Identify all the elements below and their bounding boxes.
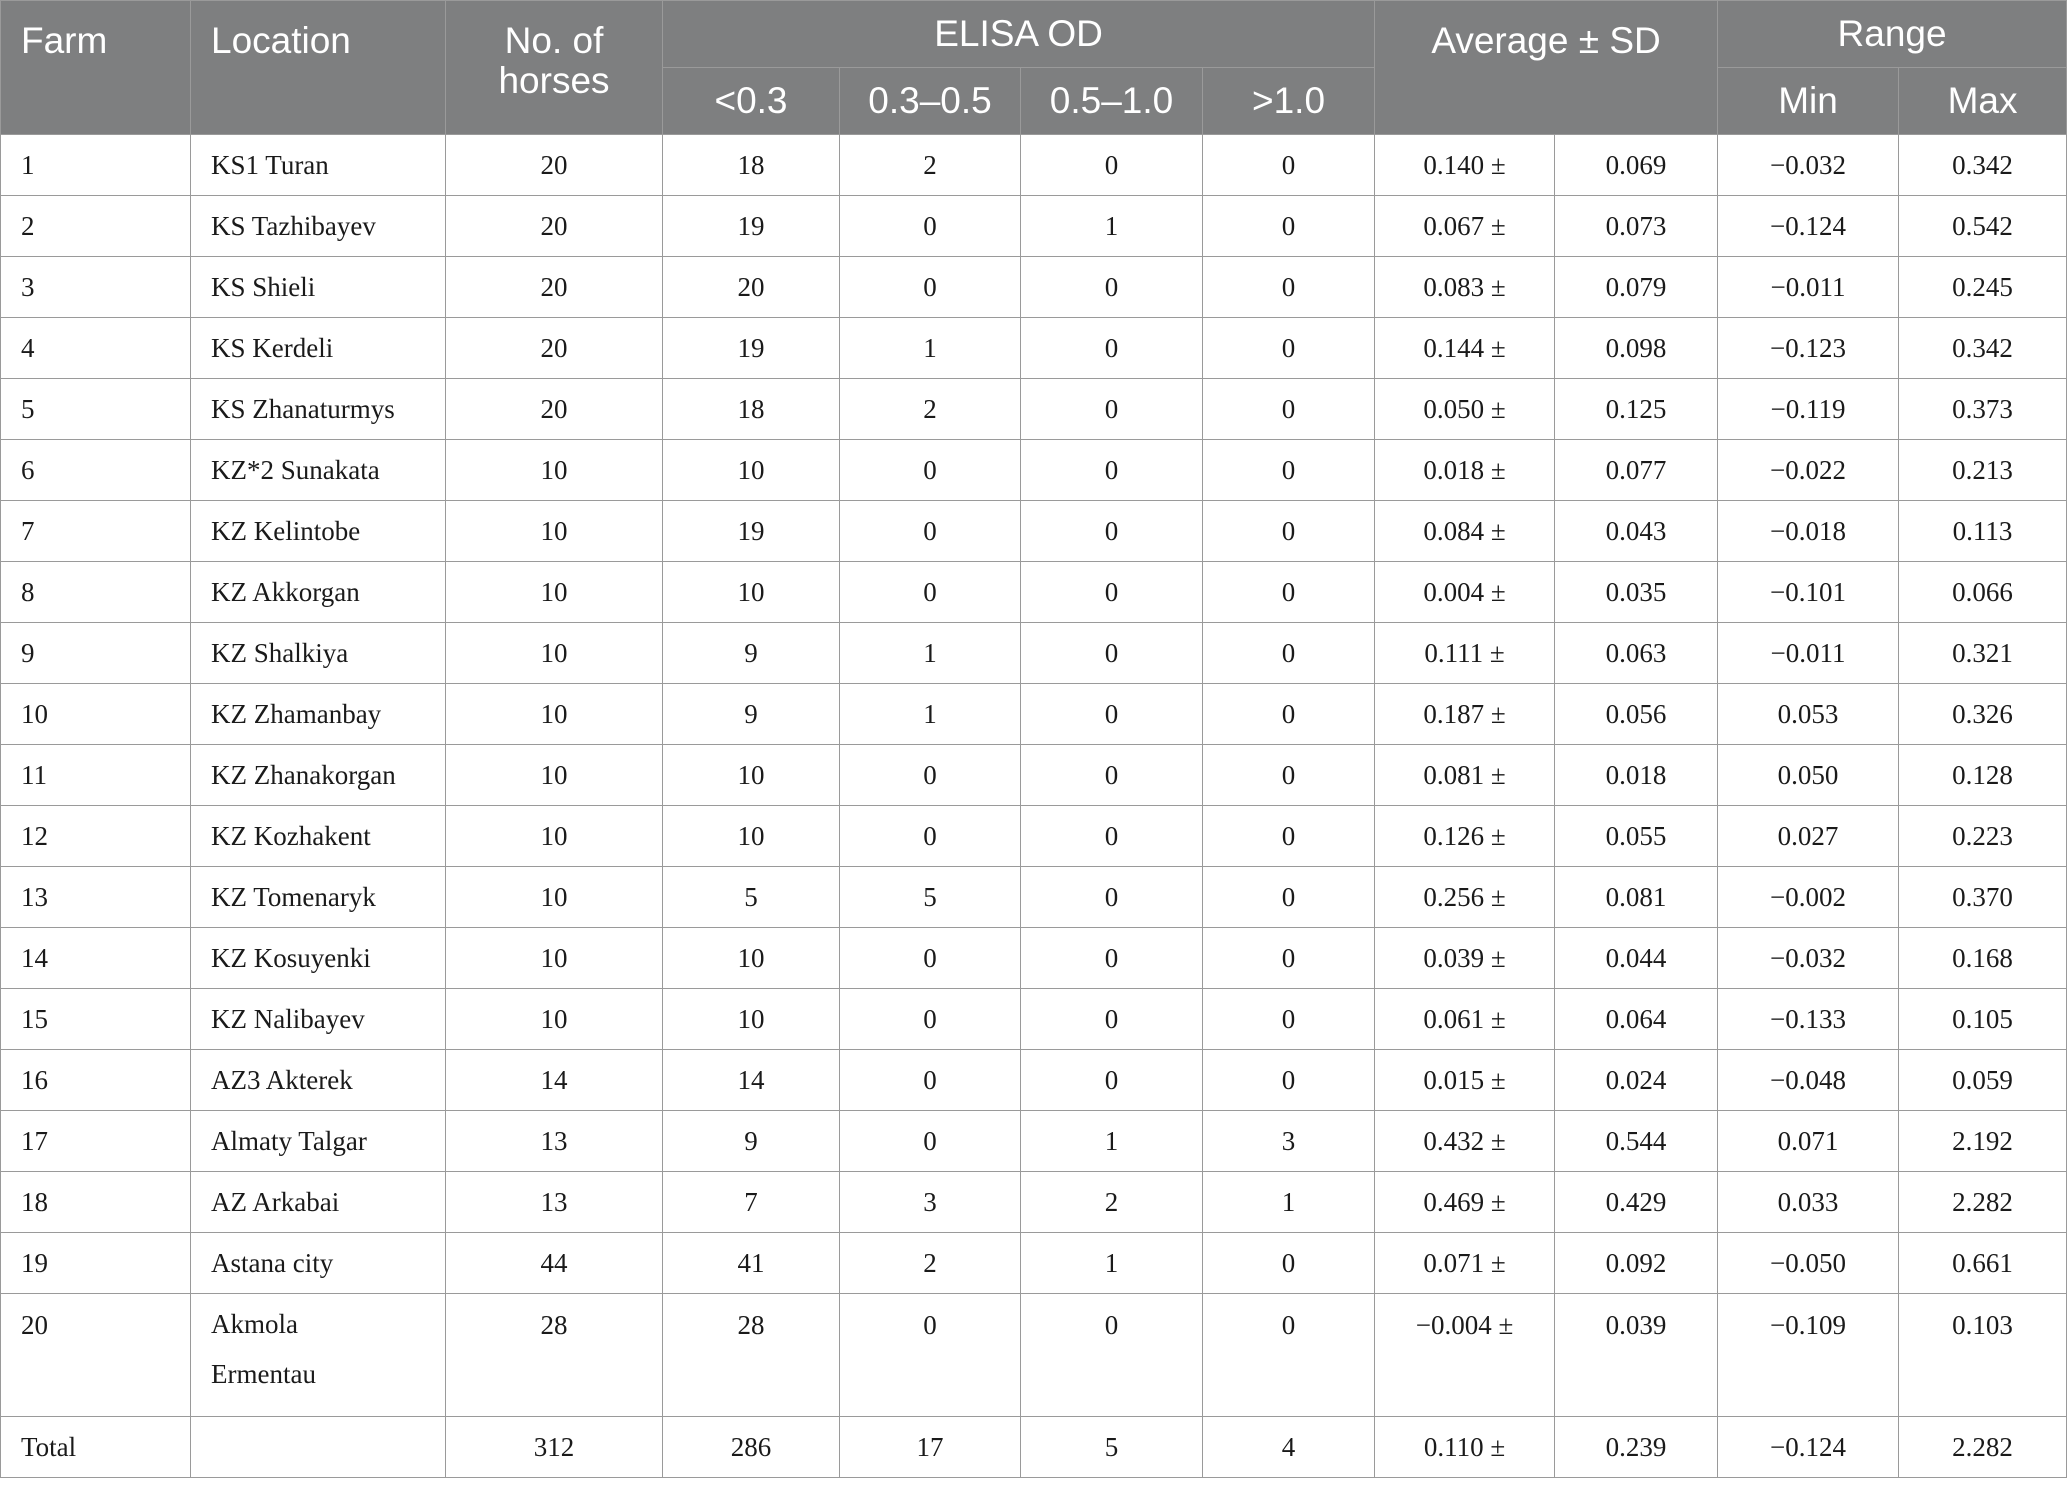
cell-max: 0.661: [1899, 1233, 2067, 1294]
cell-gt10: 0: [1203, 318, 1375, 379]
cell-min: −0.002: [1718, 867, 1899, 928]
header-bin-0-3-0-5: 0.3–0.5: [840, 68, 1021, 135]
cell-min: −0.124: [1718, 196, 1899, 257]
table-row-13: [1, 867, 2067, 928]
cell-sd: 0.063: [1555, 623, 1718, 684]
table-row-8: [1, 562, 2067, 623]
cell-sd: 0.073: [1555, 196, 1718, 257]
cell-location: KZ Akkorgan: [191, 562, 446, 623]
cell-lt03: 18: [663, 379, 840, 440]
cell-farm: 2: [1, 196, 191, 257]
cell-lt03: 9: [663, 623, 840, 684]
cell-min: −0.133: [1718, 989, 1899, 1050]
cell-max: 0.326: [1899, 684, 2067, 745]
cell-0305: 2: [840, 1233, 1021, 1294]
cell-max: 0.223: [1899, 806, 2067, 867]
cell-average: 0.067 ±: [1375, 196, 1555, 257]
cell-farm: 7: [1, 501, 191, 562]
table-row-total: [1, 1417, 2067, 1478]
cell-average: 0.110 ±: [1375, 1417, 1555, 1478]
cell-0510: 0: [1021, 501, 1203, 562]
cell-average: 0.084 ±: [1375, 501, 1555, 562]
header-max: Max: [1899, 68, 2067, 135]
cell-average: 0.071 ±: [1375, 1233, 1555, 1294]
cell-gt10: 0: [1203, 440, 1375, 501]
cell-min: 0.053: [1718, 684, 1899, 745]
cell-max: 2.282: [1899, 1417, 2067, 1478]
cell-farm: 17: [1, 1111, 191, 1172]
cell-sd: 0.039: [1555, 1294, 1718, 1417]
cell-0305: 17: [840, 1417, 1021, 1478]
table-row-17: [1, 1111, 2067, 1172]
table-row-5: [1, 379, 2067, 440]
cell-sd: 0.429: [1555, 1172, 1718, 1233]
cell-0510: 0: [1021, 135, 1203, 196]
cell-location: KZ Shalkiya: [191, 623, 446, 684]
cell-lt03: 9: [663, 1111, 840, 1172]
cell-lt03: 10: [663, 745, 840, 806]
cell-0510: 0: [1021, 1050, 1203, 1111]
cell-0510: 1: [1021, 1233, 1203, 1294]
cell-0510: 0: [1021, 318, 1203, 379]
table-row-6: [1, 440, 2067, 501]
cell-horses: 10: [446, 501, 663, 562]
cell-farm: 8: [1, 562, 191, 623]
cell-max: 0.066: [1899, 562, 2067, 623]
cell-farm: 4: [1, 318, 191, 379]
cell-location: KZ Tomenaryk: [191, 867, 446, 928]
cell-lt03: 18: [663, 135, 840, 196]
cell-0305: 0: [840, 196, 1021, 257]
cell-gt10: 0: [1203, 379, 1375, 440]
cell-farm: 12: [1, 806, 191, 867]
cell-average: 0.140 ±: [1375, 135, 1555, 196]
cell-sd: 0.064: [1555, 989, 1718, 1050]
cell-min: −0.032: [1718, 928, 1899, 989]
cell-lt03: 10: [663, 806, 840, 867]
cell-location: [191, 1417, 446, 1478]
cell-0510: 0: [1021, 623, 1203, 684]
cell-lt03: 7: [663, 1172, 840, 1233]
cell-0510: 0: [1021, 1294, 1203, 1417]
header-range: Range: [1718, 1, 2067, 68]
cell-min: −0.123: [1718, 318, 1899, 379]
cell-location: KZ Kozhakent: [191, 806, 446, 867]
cell-gt10: 1: [1203, 1172, 1375, 1233]
cell-lt03: 5: [663, 867, 840, 928]
table-row-14: [1, 928, 2067, 989]
cell-farm: 6: [1, 440, 191, 501]
cell-location: KZ Kosuyenki: [191, 928, 446, 989]
cell-average: 0.015 ±: [1375, 1050, 1555, 1111]
cell-gt10: 0: [1203, 257, 1375, 318]
cell-average: 0.039 ±: [1375, 928, 1555, 989]
cell-horses: 10: [446, 440, 663, 501]
cell-gt10: 0: [1203, 135, 1375, 196]
cell-lt03: 28: [663, 1294, 840, 1417]
cell-farm: 19: [1, 1233, 191, 1294]
cell-location: KS Shieli: [191, 257, 446, 318]
cell-gt10: 0: [1203, 501, 1375, 562]
cell-gt10: 0: [1203, 623, 1375, 684]
cell-farm: 11: [1, 745, 191, 806]
cell-0305: 0: [840, 928, 1021, 989]
cell-0510: 1: [1021, 196, 1203, 257]
cell-max: 0.542: [1899, 196, 2067, 257]
cell-location: KS Kerdeli: [191, 318, 446, 379]
header-min: Min: [1718, 68, 1899, 135]
cell-sd: 0.239: [1555, 1417, 1718, 1478]
cell-0510: 0: [1021, 562, 1203, 623]
cell-max: 0.128: [1899, 745, 2067, 806]
table-header: [1, 1, 2067, 135]
cell-max: 0.103: [1899, 1294, 2067, 1417]
cell-0510: 5: [1021, 1417, 1203, 1478]
header-no-of-horses-line1: No. of: [504, 20, 604, 61]
cell-farm: 16: [1, 1050, 191, 1111]
cell-min: −0.109: [1718, 1294, 1899, 1417]
cell-location: KZ Zhamanbay: [191, 684, 446, 745]
cell-horses: 13: [446, 1172, 663, 1233]
cell-0510: 0: [1021, 745, 1203, 806]
cell-horses: 10: [446, 928, 663, 989]
cell-horses: 28: [446, 1294, 663, 1417]
cell-location-line2: Ermentau: [211, 1359, 316, 1389]
cell-min: 0.050: [1718, 745, 1899, 806]
cell-gt10: 0: [1203, 1050, 1375, 1111]
cell-lt03: 41: [663, 1233, 840, 1294]
cell-farm: 1: [1, 135, 191, 196]
cell-0305: 0: [840, 1294, 1021, 1417]
cell-lt03: 10: [663, 440, 840, 501]
cell-min: −0.022: [1718, 440, 1899, 501]
cell-0305: 0: [840, 1050, 1021, 1111]
cell-average: 0.126 ±: [1375, 806, 1555, 867]
cell-min: −0.119: [1718, 379, 1899, 440]
table-row-11: [1, 745, 2067, 806]
cell-average: 0.432 ±: [1375, 1111, 1555, 1172]
cell-average: 0.061 ±: [1375, 989, 1555, 1050]
cell-max: 0.059: [1899, 1050, 2067, 1111]
cell-0305: 1: [840, 623, 1021, 684]
cell-gt10: 0: [1203, 867, 1375, 928]
cell-0305: 2: [840, 135, 1021, 196]
cell-max: 0.321: [1899, 623, 2067, 684]
cell-horses: 13: [446, 1111, 663, 1172]
table-row-4: [1, 318, 2067, 379]
cell-location: KS Tazhibayev: [191, 196, 446, 257]
cell-lt03: 10: [663, 562, 840, 623]
cell-average: −0.004 ±: [1375, 1294, 1555, 1417]
cell-location: [191, 1294, 446, 1417]
cell-average: 0.144 ±: [1375, 318, 1555, 379]
cell-min: −0.050: [1718, 1233, 1899, 1294]
cell-lt03: 14: [663, 1050, 840, 1111]
table-row-19: [1, 1233, 2067, 1294]
table-row-1: [1, 135, 2067, 196]
table-row-15: [1, 989, 2067, 1050]
table-row-12: [1, 806, 2067, 867]
cell-min: −0.048: [1718, 1050, 1899, 1111]
cell-farm: 5: [1, 379, 191, 440]
cell-sd: 0.081: [1555, 867, 1718, 928]
cell-total-label: Total: [1, 1417, 191, 1478]
cell-sd: 0.043: [1555, 501, 1718, 562]
cell-farm: 9: [1, 623, 191, 684]
cell-min: −0.101: [1718, 562, 1899, 623]
cell-0305: 2: [840, 379, 1021, 440]
cell-0305: 0: [840, 501, 1021, 562]
cell-farm: 10: [1, 684, 191, 745]
cell-horses: 20: [446, 379, 663, 440]
cell-min: 0.027: [1718, 806, 1899, 867]
cell-0305: 0: [840, 989, 1021, 1050]
cell-0305: 0: [840, 257, 1021, 318]
cell-location: AZ3 Akterek: [191, 1050, 446, 1111]
cell-0510: 0: [1021, 989, 1203, 1050]
cell-min: 0.033: [1718, 1172, 1899, 1233]
cell-horses: 10: [446, 867, 663, 928]
cell-gt10: 0: [1203, 684, 1375, 745]
cell-0305: 0: [840, 1111, 1021, 1172]
cell-horses: 20: [446, 318, 663, 379]
cell-horses: 20: [446, 196, 663, 257]
cell-horses: 14: [446, 1050, 663, 1111]
cell-farm: 18: [1, 1172, 191, 1233]
cell-horses: 312: [446, 1417, 663, 1478]
header-farm: Farm: [1, 1, 191, 135]
cell-max: 0.168: [1899, 928, 2067, 989]
cell-average: 0.187 ±: [1375, 684, 1555, 745]
cell-sd: 0.544: [1555, 1111, 1718, 1172]
cell-0305: 1: [840, 318, 1021, 379]
cell-max: 0.370: [1899, 867, 2067, 928]
table-row-16: [1, 1050, 2067, 1111]
cell-gt10: 0: [1203, 562, 1375, 623]
cell-sd: 0.125: [1555, 379, 1718, 440]
cell-average: 0.018 ±: [1375, 440, 1555, 501]
cell-0510: 0: [1021, 806, 1203, 867]
cell-max: 0.105: [1899, 989, 2067, 1050]
table-row-7: [1, 501, 2067, 562]
cell-location: KZ Zhanakorgan: [191, 745, 446, 806]
cell-location: KZ Nalibayev: [191, 989, 446, 1050]
cell-sd: 0.098: [1555, 318, 1718, 379]
header-location: Location: [191, 1, 446, 135]
cell-horses: 10: [446, 562, 663, 623]
cell-farm: 14: [1, 928, 191, 989]
cell-lt03: 19: [663, 196, 840, 257]
table-body: [1, 135, 2067, 1478]
cell-min: −0.032: [1718, 135, 1899, 196]
cell-location: KZ Kelintobe: [191, 501, 446, 562]
cell-gt10: 0: [1203, 989, 1375, 1050]
table-row-3: [1, 257, 2067, 318]
cell-gt10: 0: [1203, 196, 1375, 257]
cell-average: 0.004 ±: [1375, 562, 1555, 623]
cell-0305: 1: [840, 684, 1021, 745]
cell-sd: 0.079: [1555, 257, 1718, 318]
cell-sd: 0.024: [1555, 1050, 1718, 1111]
cell-horses: 10: [446, 806, 663, 867]
cell-average: 0.111 ±: [1375, 623, 1555, 684]
cell-max: 2.192: [1899, 1111, 2067, 1172]
cell-average: 0.469 ±: [1375, 1172, 1555, 1233]
header-no-of-horses-line2: horses: [498, 60, 610, 101]
cell-gt10: 3: [1203, 1111, 1375, 1172]
cell-max: 0.113: [1899, 501, 2067, 562]
cell-sd: 0.077: [1555, 440, 1718, 501]
cell-0510: 0: [1021, 440, 1203, 501]
cell-0305: 0: [840, 440, 1021, 501]
cell-min: −0.018: [1718, 501, 1899, 562]
header-bin-lt-0-3: <0.3: [663, 68, 840, 135]
cell-min: −0.011: [1718, 623, 1899, 684]
cell-farm: 13: [1, 867, 191, 928]
cell-lt03: 19: [663, 318, 840, 379]
cell-location: KZ*2 Sunakata: [191, 440, 446, 501]
cell-0510: 0: [1021, 379, 1203, 440]
table-row-10: [1, 684, 2067, 745]
cell-gt10: 0: [1203, 928, 1375, 989]
cell-horses: 10: [446, 989, 663, 1050]
cell-sd: 0.056: [1555, 684, 1718, 745]
cell-max: 0.373: [1899, 379, 2067, 440]
cell-horses: 10: [446, 745, 663, 806]
cell-min: −0.124: [1718, 1417, 1899, 1478]
cell-0305: 0: [840, 806, 1021, 867]
cell-average: 0.256 ±: [1375, 867, 1555, 928]
cell-gt10: 0: [1203, 806, 1375, 867]
cell-horses: 44: [446, 1233, 663, 1294]
cell-horses: 10: [446, 684, 663, 745]
cell-location: Astana city: [191, 1233, 446, 1294]
cell-lt03: 286: [663, 1417, 840, 1478]
cell-min: −0.011: [1718, 257, 1899, 318]
cell-sd: 0.035: [1555, 562, 1718, 623]
table-row-9: [1, 623, 2067, 684]
table-row-20: [1, 1294, 2067, 1417]
cell-0510: 2: [1021, 1172, 1203, 1233]
header-elisa-od: ELISA OD: [663, 1, 1375, 68]
header-bin-0-5-1-0: 0.5–1.0: [1021, 68, 1203, 135]
cell-gt10: 0: [1203, 1294, 1375, 1417]
cell-0510: 0: [1021, 257, 1203, 318]
cell-location: Almaty Talgar: [191, 1111, 446, 1172]
cell-sd: 0.044: [1555, 928, 1718, 989]
cell-sd: 0.092: [1555, 1233, 1718, 1294]
cell-sd: 0.069: [1555, 135, 1718, 196]
cell-average: 0.083 ±: [1375, 257, 1555, 318]
cell-max: 0.342: [1899, 318, 2067, 379]
cell-location: AZ Arkabai: [191, 1172, 446, 1233]
cell-max: 0.342: [1899, 135, 2067, 196]
cell-min: 0.071: [1718, 1111, 1899, 1172]
header-average-sd: Average ± SD: [1375, 1, 1718, 135]
cell-location-line1: Akmola: [211, 1309, 298, 1339]
cell-0510: 0: [1021, 867, 1203, 928]
header-bin-gt-1-0: >1.0: [1203, 68, 1375, 135]
cell-average: 0.050 ±: [1375, 379, 1555, 440]
cell-horses: 20: [446, 257, 663, 318]
cell-lt03: 10: [663, 989, 840, 1050]
cell-farm: 3: [1, 257, 191, 318]
cell-0305: 3: [840, 1172, 1021, 1233]
cell-0305: 5: [840, 867, 1021, 928]
table-row-18: [1, 1172, 2067, 1233]
cell-0305: 0: [840, 562, 1021, 623]
cell-0305: 0: [840, 745, 1021, 806]
cell-max: 0.213: [1899, 440, 2067, 501]
cell-lt03: 20: [663, 257, 840, 318]
header-no-of-horses: [446, 1, 663, 135]
table-row-2: [1, 196, 2067, 257]
cell-horses: 20: [446, 135, 663, 196]
cell-lt03: 10: [663, 928, 840, 989]
cell-location: KS1 Turan: [191, 135, 446, 196]
cell-gt10: 0: [1203, 1233, 1375, 1294]
cell-sd: 0.018: [1555, 745, 1718, 806]
cell-0510: 1: [1021, 1111, 1203, 1172]
cell-0510: 0: [1021, 928, 1203, 989]
cell-lt03: 19: [663, 501, 840, 562]
cell-sd: 0.055: [1555, 806, 1718, 867]
cell-horses: 10: [446, 623, 663, 684]
cell-0510: 0: [1021, 684, 1203, 745]
cell-max: 2.282: [1899, 1172, 2067, 1233]
cell-average: 0.081 ±: [1375, 745, 1555, 806]
cell-max: 0.245: [1899, 257, 2067, 318]
cell-lt03: 9: [663, 684, 840, 745]
cell-farm: 20: [1, 1294, 191, 1417]
cell-gt10: 0: [1203, 745, 1375, 806]
cell-location: KS Zhanaturmys: [191, 379, 446, 440]
cell-farm: 15: [1, 989, 191, 1050]
cell-gt10: 4: [1203, 1417, 1375, 1478]
